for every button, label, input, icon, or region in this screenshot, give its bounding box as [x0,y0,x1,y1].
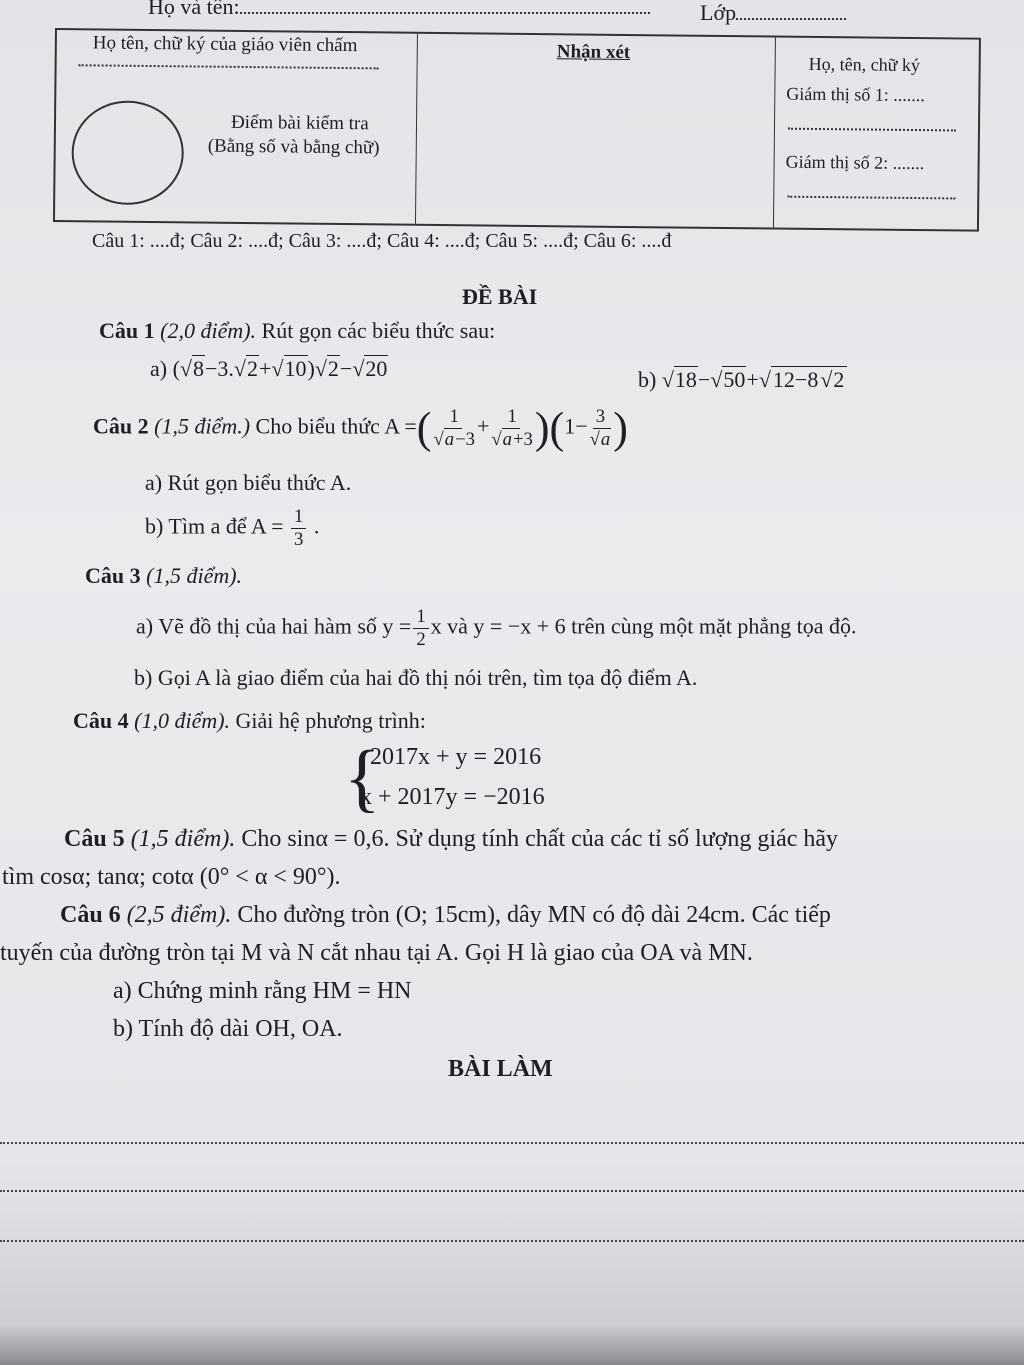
op: −3. [205,356,234,381]
sqrt [180,356,205,382]
radicand: a [502,429,512,450]
grader-dots [79,64,379,69]
radicand: 10 [284,356,307,381]
radicand: a [600,429,611,450]
radicand: 8 [193,356,204,381]
name-field [148,0,650,20]
name-dots [240,12,650,14]
grader-label: Họ tên, chữ ký của giáo viên chấm [92,32,358,57]
q5-line1 [64,826,838,853]
numerator: 1 [413,606,428,629]
q6-line1 [60,902,831,929]
q4-heading [73,708,426,734]
comment-label: Nhận xét [556,41,631,64]
q1a-label: a) [150,356,168,381]
q1-points: (2,0 điểm). [160,318,257,343]
radicand: 50 [723,367,746,392]
answer-title: BÀI LÀM [448,1056,553,1082]
denominator [590,429,612,451]
score-sub: (Bằng số và bằng chữ) [207,135,380,159]
op: − [697,367,711,392]
radicand: 2 [247,356,258,381]
q6-text: Cho đường tròn (O; 15cm), dây MN có độ dài 24cm. Các tiếp [237,902,831,928]
sqrt [819,366,846,393]
op: + [476,413,490,439]
radicand-part: 12−8 [772,367,819,392]
denominator [491,429,533,451]
denominator [433,429,475,451]
radicand: 18 [674,367,697,392]
term: +3 [512,429,533,450]
fraction [413,606,428,651]
q5-text: Cho sinα = 0,6. Sử dụng tính chất của các tỉ số lượng giác hãy [241,826,839,852]
radicand: 20 [365,356,388,381]
proctor2-label: Giám thị số 2: ....... [785,151,925,174]
answer-line[interactable] [0,1190,1024,1192]
q2-label: Câu 2 [93,413,149,439]
numerator: 1 [504,406,519,429]
q3-points: (1,5 điểm). [146,563,243,588]
fraction [590,406,612,451]
class-label: Lớp [700,0,737,25]
score-breakdown: Câu 1: ....đ; Câu 2: ....đ; Câu 3: ....đ; Câu 4: ....đ; Câu 5: ....đ; Câu 6: ....đ [92,230,672,252]
q6-points: (2,5 điểm). [126,902,232,928]
q1-heading [99,318,495,344]
numerator: 3 [593,406,608,429]
score-label: Điểm bài kiểm tra [230,111,369,135]
numerator: 1 [447,406,462,429]
q1-label: Câu 1 [99,318,155,343]
equation-1: 2017x + y = 2016 [370,744,542,770]
sqrt [710,367,746,393]
q6-label: Câu 6 [60,902,121,928]
q1b-label: b) [638,367,657,392]
q3a-text-end: x và y = −x + 6 trên cùng một mặt phẳng tọa độ. [430,613,857,639]
radicand [771,366,848,392]
name-label: Họ và tên: [148,0,240,19]
exam-title: ĐỀ BÀI [462,284,538,309]
brace: { [344,736,381,820]
sqrt [271,356,307,382]
fraction [491,406,533,451]
q6-line2: tuyến của đường tròn tại M và N cắt nhau tại A. Gọi H là giao của OA và MN. [0,940,753,966]
sqrt [662,367,698,393]
q3-label: Câu 3 [85,563,141,588]
q1-text: Rút gọn các biểu thức sau: [261,318,496,343]
term: −3 [455,429,475,450]
score-circle [71,100,184,205]
proctor1-dots [788,128,956,132]
proctor-title: Họ, tên, chữ ký [808,53,920,76]
sqrt [315,356,340,382]
q1a: a) (√ 8−3.√ 2+√ 10)√ 2−√ 20 [150,356,388,382]
radicand: 2 [327,356,339,381]
q5-line2: tìm cosα; tanα; cotα (0° < α < 90°). [2,864,341,890]
q2b-text: b) Tìm a để A = [145,513,284,539]
radicand: 2 [833,367,845,392]
fraction [433,406,475,451]
class-dots [736,18,846,20]
q4-label: Câu 4 [73,708,129,733]
radicand: a [444,429,455,450]
answer-line[interactable] [0,1240,1024,1242]
class-field [700,0,846,26]
fraction [291,506,306,551]
q3a-text: a) Vẽ đồ thị của hai hàm số y = [136,613,412,639]
q5-points: (1,5 điểm). [130,826,236,852]
proctor2-dots [787,196,955,200]
divider [415,34,418,224]
term: 1− [564,413,588,439]
period: . [313,513,320,539]
answer-line[interactable] [0,1142,1024,1144]
grading-table [53,28,981,232]
q2b [145,506,319,551]
sqrt [759,366,848,393]
q3b: b) Gọi A là giao điểm của hai đồ thị nói trên, tìm tọa độ điểm A. [134,665,698,690]
q3-heading [85,563,242,589]
op: − [339,356,353,381]
q2a: a) Rút gọn biểu thức A. [145,470,352,495]
q3a [136,606,856,651]
op: + [259,356,272,381]
equation-2: x + 2017y = −2016 [360,784,545,810]
denominator: 2 [416,629,426,650]
divider [773,38,776,228]
q4-text: Giải hệ phương trình: [235,708,426,733]
q2-text: Cho biểu thức [255,413,380,439]
q2-points: (1,5 điểm.) [154,413,251,439]
numerator: 1 [291,506,306,529]
denominator: 3 [294,529,304,550]
sqrt [234,356,259,382]
q6a: a) Chứng minh rằng HM = HN [113,978,412,1004]
sqrt [352,356,388,382]
q4-points: (1,0 điểm). [134,708,231,733]
q6b: b) Tính độ dài OH, OA. [113,1016,343,1042]
q1b [638,366,847,393]
proctor1-label: Giám thị số 1: ....... [786,83,925,106]
q2-heading: Câu 2 (1,5 điểm.) Cho biểu thức A =( 1 √ a−3 + 1 √ a+3 )(1− 3 √ a ) [93,406,628,451]
op: + [746,367,759,392]
q5-label: Câu 5 [64,826,125,852]
q2-lhs: A = [384,413,417,439]
